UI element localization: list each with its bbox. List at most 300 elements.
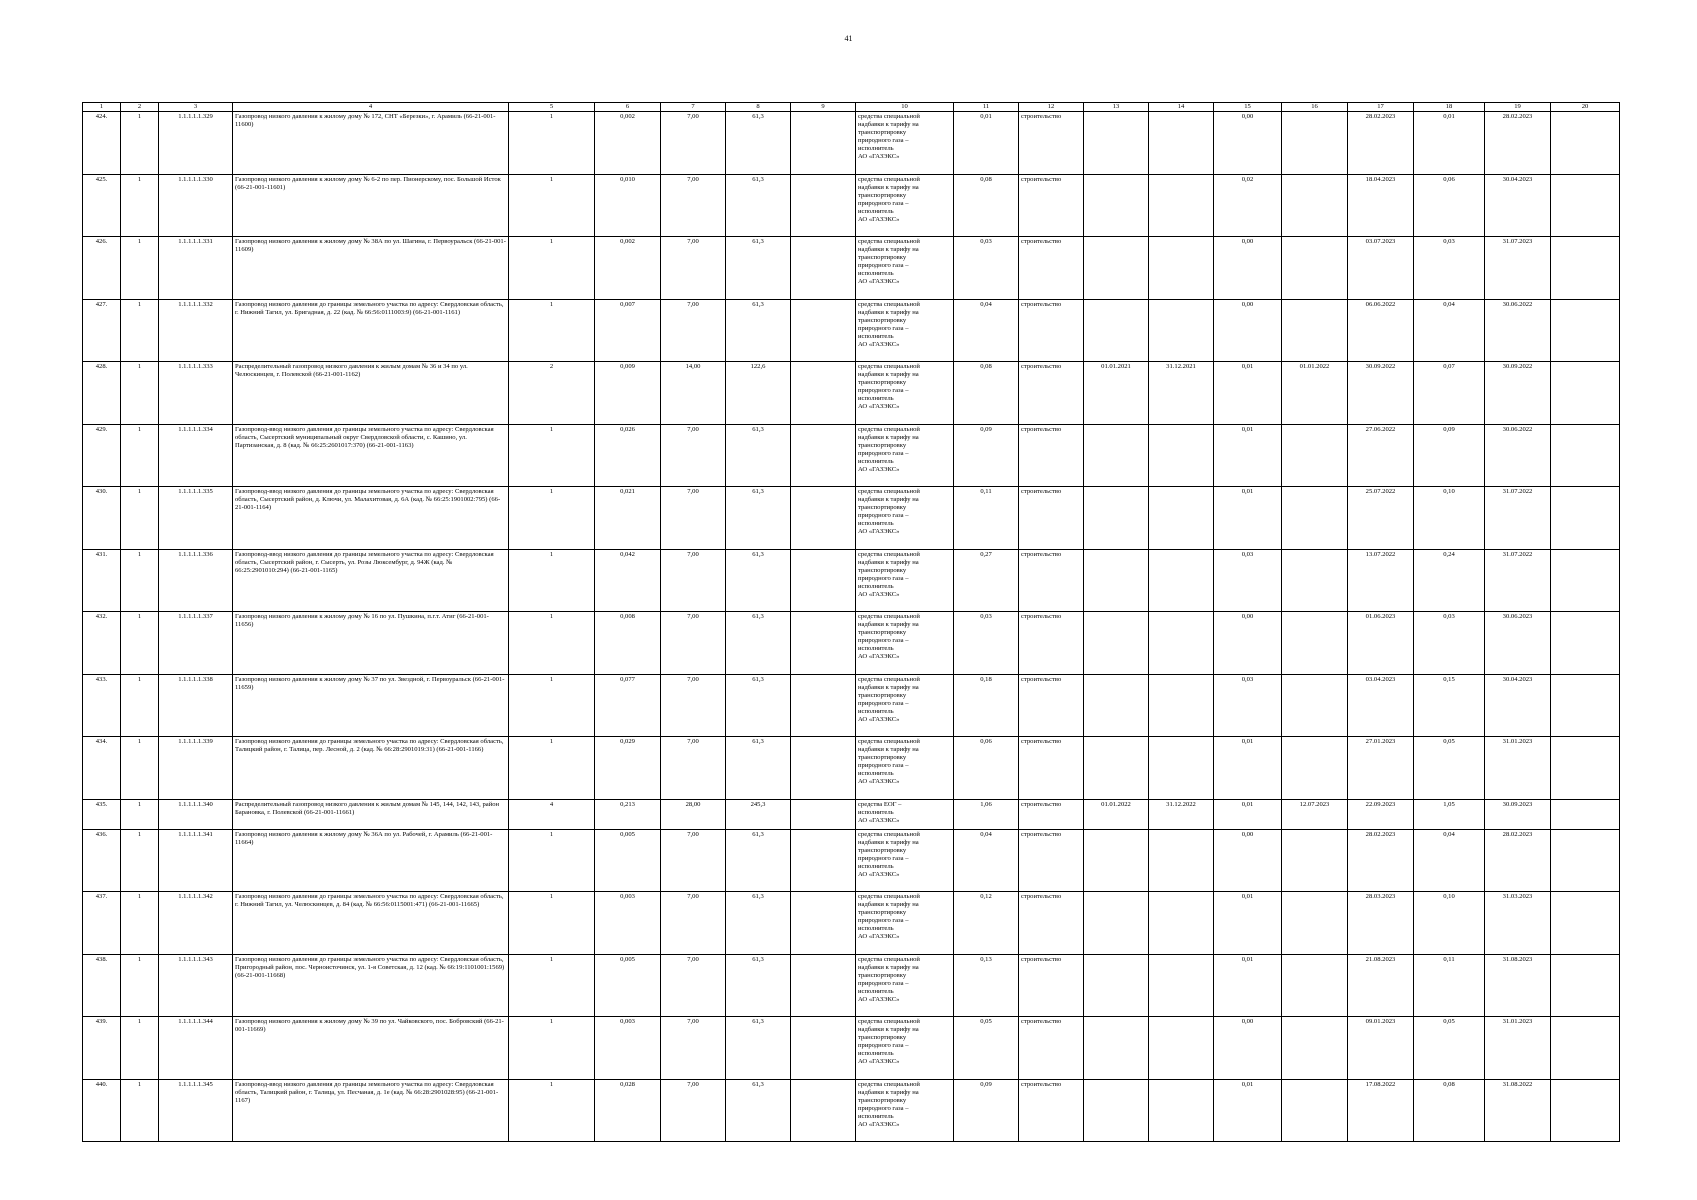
col-5-cell: 1 <box>509 1079 595 1142</box>
row-number-cell: 429. <box>83 424 121 487</box>
col-8-cell: 61,3 <box>726 424 791 487</box>
col-5-cell: 1 <box>509 892 595 955</box>
col-17-cell: 27.01.2023 <box>1348 737 1414 800</box>
project-code-cell: 1.1.1.1.1.340 <box>159 799 233 829</box>
col-15-cell: 0,02 <box>1214 174 1282 237</box>
col-9-cell <box>791 892 856 955</box>
col-16-cell <box>1282 674 1348 737</box>
project-code-cell: 1.1.1.1.1.337 <box>159 612 233 675</box>
col-17-cell: 28.03.2023 <box>1348 892 1414 955</box>
work-type-cell: строительство <box>1019 954 1084 1017</box>
col-8-cell: 61,3 <box>726 112 791 175</box>
column-header-7: 7 <box>661 103 726 112</box>
work-type-cell: строительство <box>1019 1017 1084 1080</box>
funding-source-cell: средства специальной надбавки к тарифу на транспортировку природного газа – исполнитель АО «ГАЗЭКС» <box>856 1017 954 1080</box>
col-18-cell: 0,03 <box>1414 612 1485 675</box>
col-11-cell: 0,04 <box>954 829 1019 892</box>
col-20-cell <box>1551 612 1620 675</box>
col-2-cell: 1 <box>121 892 159 955</box>
col-15-cell: 0,00 <box>1214 612 1282 675</box>
col-20-cell <box>1551 112 1620 175</box>
investment-program-table <box>82 102 1620 1142</box>
col-20-cell <box>1551 799 1620 829</box>
col-9-cell <box>791 1017 856 1080</box>
col-18-cell: 0,24 <box>1414 549 1485 612</box>
col-2-cell: 1 <box>121 829 159 892</box>
table-row <box>83 549 1620 612</box>
col-5-cell: 4 <box>509 799 595 829</box>
col-15-cell: 0,00 <box>1214 1017 1282 1080</box>
col-8-cell: 61,3 <box>726 954 791 1017</box>
col-5-cell: 2 <box>509 362 595 425</box>
row-number-cell: 425. <box>83 174 121 237</box>
project-code-cell: 1.1.1.1.1.335 <box>159 487 233 550</box>
col-11-cell: 0,01 <box>954 112 1019 175</box>
col-8-cell: 61,3 <box>726 299 791 362</box>
col-11-cell: 0,18 <box>954 674 1019 737</box>
work-type-cell: строительство <box>1019 612 1084 675</box>
funding-source-cell: средства специальной надбавки к тарифу на транспортировку природного газа – исполнитель АО «ГАЗЭКС» <box>856 612 954 675</box>
work-type-cell: строительство <box>1019 487 1084 550</box>
col-9-cell <box>791 112 856 175</box>
col-17-cell: 27.06.2022 <box>1348 424 1414 487</box>
col-18-cell: 0,15 <box>1414 674 1485 737</box>
col-16-cell: 12.07.2023 <box>1282 799 1348 829</box>
col-20-cell <box>1551 299 1620 362</box>
col-14-cell <box>1149 549 1214 612</box>
col-6-cell: 0,026 <box>595 424 661 487</box>
funding-source-cell: средства специальной надбавки к тарифу на транспортировку природного газа – исполнитель АО «ГАЗЭКС» <box>856 892 954 955</box>
row-number-cell: 439. <box>83 1017 121 1080</box>
col-19-cell: 31.07.2022 <box>1485 549 1551 612</box>
col-14-cell <box>1149 424 1214 487</box>
col-13-cell <box>1084 954 1149 1017</box>
project-description-cell: Газопровод-ввод низкого давления до границы земельного участка по адресу: Свердловская область, Сысертский район, г. Сысерть, ул. Розы Люксембург, д. 94Ж (кад. № 66:25:2901010:294) (66-21-001-1165) <box>233 549 509 612</box>
col-15-cell: 0,01 <box>1214 1079 1282 1142</box>
col-6-cell: 0,009 <box>595 362 661 425</box>
col-13-cell <box>1084 237 1149 300</box>
col-16-cell <box>1282 487 1348 550</box>
table-row <box>83 424 1620 487</box>
col-5-cell: 1 <box>509 737 595 800</box>
col-19-cell: 31.01.2023 <box>1485 737 1551 800</box>
row-number-cell: 427. <box>83 299 121 362</box>
col-9-cell <box>791 737 856 800</box>
project-code-cell: 1.1.1.1.1.334 <box>159 424 233 487</box>
col-7-cell: 7,00 <box>661 954 726 1017</box>
column-header-15: 15 <box>1214 103 1282 112</box>
col-18-cell: 0,04 <box>1414 299 1485 362</box>
table-row <box>83 237 1620 300</box>
col-14-cell <box>1149 829 1214 892</box>
col-19-cell: 31.03.2023 <box>1485 892 1551 955</box>
table-body <box>83 112 1620 1142</box>
column-header-16: 16 <box>1282 103 1348 112</box>
col-6-cell: 0,003 <box>595 892 661 955</box>
col-15-cell: 0,01 <box>1214 954 1282 1017</box>
column-header-6: 6 <box>595 103 661 112</box>
col-17-cell: 28.02.2023 <box>1348 829 1414 892</box>
col-20-cell <box>1551 424 1620 487</box>
col-8-cell: 61,3 <box>726 737 791 800</box>
project-description-cell: Распределительный газопровод низкого давления к жилым домам № 145, 144, 142, 143, район Барановка, г. Полевской (66-21-001-11661) <box>233 799 509 829</box>
col-19-cell: 31.08.2022 <box>1485 1079 1551 1142</box>
column-header-9: 9 <box>791 103 856 112</box>
project-code-cell: 1.1.1.1.1.345 <box>159 1079 233 1142</box>
col-17-cell: 21.08.2023 <box>1348 954 1414 1017</box>
table-row <box>83 737 1620 800</box>
column-header-11: 11 <box>954 103 1019 112</box>
col-16-cell <box>1282 954 1348 1017</box>
col-7-cell: 7,00 <box>661 112 726 175</box>
col-19-cell: 30.09.2022 <box>1485 362 1551 425</box>
funding-source-cell: средства специальной надбавки к тарифу на транспортировку природного газа – исполнитель АО «ГАЗЭКС» <box>856 174 954 237</box>
funding-source-cell: средства специальной надбавки к тарифу на транспортировку природного газа – исполнитель АО «ГАЗЭКС» <box>856 424 954 487</box>
project-code-cell: 1.1.1.1.1.339 <box>159 737 233 800</box>
col-18-cell: 0,03 <box>1414 237 1485 300</box>
col-15-cell: 0,00 <box>1214 299 1282 362</box>
col-2-cell: 1 <box>121 487 159 550</box>
col-18-cell: 0,08 <box>1414 1079 1485 1142</box>
funding-source-cell: средства специальной надбавки к тарифу на транспортировку природного газа – исполнитель АО «ГАЗЭКС» <box>856 954 954 1017</box>
project-code-cell: 1.1.1.1.1.331 <box>159 237 233 300</box>
col-17-cell: 30.09.2022 <box>1348 362 1414 425</box>
col-11-cell: 0,09 <box>954 424 1019 487</box>
project-description-cell: Газопровод низкого давления к жилому дому № 38А по ул. Шагина, г. Первоуральск (66-21-001-11609) <box>233 237 509 300</box>
project-description-cell: Газопровод низкого давления к жилому дому № 39 по ул. Чайковского, пос. Бобровский (66-21-001-11669) <box>233 1017 509 1080</box>
col-8-cell: 61,3 <box>726 612 791 675</box>
col-15-cell: 0,00 <box>1214 112 1282 175</box>
col-9-cell <box>791 299 856 362</box>
col-15-cell: 0,00 <box>1214 829 1282 892</box>
col-18-cell: 1,05 <box>1414 799 1485 829</box>
col-13-cell <box>1084 829 1149 892</box>
col-9-cell <box>791 549 856 612</box>
col-7-cell: 7,00 <box>661 299 726 362</box>
work-type-cell: строительство <box>1019 424 1084 487</box>
col-17-cell: 25.07.2022 <box>1348 487 1414 550</box>
table-row <box>83 1079 1620 1142</box>
col-16-cell <box>1282 892 1348 955</box>
work-type-cell: строительство <box>1019 237 1084 300</box>
col-16-cell: 01.01.2022 <box>1282 362 1348 425</box>
funding-source-cell: средства ЕОГ – исполнитель АО «ГАЗЭКС» <box>856 799 954 829</box>
col-17-cell: 03.04.2023 <box>1348 674 1414 737</box>
work-type-cell: строительство <box>1019 737 1084 800</box>
col-6-cell: 0,007 <box>595 299 661 362</box>
project-description-cell: Газопровод низкого давления к жилому дому № 172, СНТ «Березки», г. Арамиль (66-21-001-11600) <box>233 112 509 175</box>
col-5-cell: 1 <box>509 1017 595 1080</box>
col-13-cell: 01.01.2022 <box>1084 799 1149 829</box>
col-11-cell: 0,12 <box>954 892 1019 955</box>
col-7-cell: 7,00 <box>661 237 726 300</box>
column-header-19: 19 <box>1485 103 1551 112</box>
col-5-cell: 1 <box>509 829 595 892</box>
project-code-cell: 1.1.1.1.1.343 <box>159 954 233 1017</box>
col-9-cell <box>791 674 856 737</box>
col-19-cell: 30.06.2022 <box>1485 424 1551 487</box>
col-18-cell: 0,04 <box>1414 829 1485 892</box>
col-11-cell: 0,08 <box>954 174 1019 237</box>
column-header-1: 1 <box>83 103 121 112</box>
col-5-cell: 1 <box>509 674 595 737</box>
col-5-cell: 1 <box>509 112 595 175</box>
project-code-cell: 1.1.1.1.1.333 <box>159 362 233 425</box>
project-description-cell: Газопровод низкого давления до границы земельного участка по адресу: Свердловская область, Талицкий район, г. Талица, пер. Лесной, д. 2 (кад. № 66:28:2901019:31) (66-21-001-1166) <box>233 737 509 800</box>
col-17-cell: 18.04.2023 <box>1348 174 1414 237</box>
col-8-cell: 122,6 <box>726 362 791 425</box>
funding-source-cell: средства специальной надбавки к тарифу на транспортировку природного газа – исполнитель АО «ГАЗЭКС» <box>856 549 954 612</box>
col-6-cell: 0,005 <box>595 829 661 892</box>
col-5-cell: 1 <box>509 237 595 300</box>
col-11-cell: 0,06 <box>954 737 1019 800</box>
column-header-2: 2 <box>121 103 159 112</box>
col-13-cell <box>1084 674 1149 737</box>
col-14-cell <box>1149 954 1214 1017</box>
funding-source-cell: средства специальной надбавки к тарифу на транспортировку природного газа – исполнитель АО «ГАЗЭКС» <box>856 487 954 550</box>
col-20-cell <box>1551 174 1620 237</box>
col-17-cell: 09.01.2023 <box>1348 1017 1414 1080</box>
col-7-cell: 7,00 <box>661 424 726 487</box>
project-description-cell: Газопровод низкого давления до границы земельного участка по адресу: Свердловская область, Пригородный район, пос. Черноисточинск, ул. 1-я Советская, д. 12 (кад. № 66:19:1101001:1569) (66-21-001-11668) <box>233 954 509 1017</box>
column-header-17: 17 <box>1348 103 1414 112</box>
col-2-cell: 1 <box>121 112 159 175</box>
row-number-cell: 438. <box>83 954 121 1017</box>
col-6-cell: 0,010 <box>595 174 661 237</box>
col-15-cell: 0,01 <box>1214 424 1282 487</box>
col-6-cell: 0,042 <box>595 549 661 612</box>
col-18-cell: 0,05 <box>1414 1017 1485 1080</box>
work-type-cell: строительство <box>1019 892 1084 955</box>
col-5-cell: 1 <box>509 954 595 1017</box>
col-17-cell: 03.07.2023 <box>1348 237 1414 300</box>
col-20-cell <box>1551 674 1620 737</box>
col-7-cell: 7,00 <box>661 174 726 237</box>
col-19-cell: 28.02.2023 <box>1485 829 1551 892</box>
col-2-cell: 1 <box>121 424 159 487</box>
table-row <box>83 1017 1620 1080</box>
work-type-cell: строительство <box>1019 362 1084 425</box>
col-7-cell: 7,00 <box>661 1017 726 1080</box>
col-11-cell: 0,03 <box>954 612 1019 675</box>
col-16-cell <box>1282 299 1348 362</box>
col-16-cell <box>1282 237 1348 300</box>
col-2-cell: 1 <box>121 954 159 1017</box>
col-20-cell <box>1551 1079 1620 1142</box>
col-16-cell <box>1282 112 1348 175</box>
table-row <box>83 487 1620 550</box>
col-17-cell: 22.09.2023 <box>1348 799 1414 829</box>
col-18-cell: 0,10 <box>1414 487 1485 550</box>
col-11-cell: 0,11 <box>954 487 1019 550</box>
work-type-cell: строительство <box>1019 174 1084 237</box>
col-16-cell <box>1282 829 1348 892</box>
funding-source-cell: средства специальной надбавки к тарифу на транспортировку природного газа – исполнитель АО «ГАЗЭКС» <box>856 362 954 425</box>
col-15-cell: 0,03 <box>1214 549 1282 612</box>
col-2-cell: 1 <box>121 237 159 300</box>
table-row <box>83 612 1620 675</box>
col-13-cell <box>1084 299 1149 362</box>
row-number-cell: 426. <box>83 237 121 300</box>
project-description-cell: Газопровод низкого давления до границы земельного участка по адресу: Свердловская область, г. Нижний Тагил, ул. Бригадная, д. 22 (кад. № 66:56:0111003:9) (66-21-001-1161) <box>233 299 509 362</box>
col-14-cell <box>1149 299 1214 362</box>
col-17-cell: 13.07.2022 <box>1348 549 1414 612</box>
col-14-cell <box>1149 487 1214 550</box>
column-header-8: 8 <box>726 103 791 112</box>
col-19-cell: 31.07.2023 <box>1485 237 1551 300</box>
col-6-cell: 0,213 <box>595 799 661 829</box>
col-17-cell: 06.06.2022 <box>1348 299 1414 362</box>
col-11-cell: 0,09 <box>954 1079 1019 1142</box>
col-11-cell: 1,06 <box>954 799 1019 829</box>
col-9-cell <box>791 954 856 1017</box>
col-2-cell: 1 <box>121 1079 159 1142</box>
col-2-cell: 1 <box>121 737 159 800</box>
table-row <box>83 299 1620 362</box>
col-20-cell <box>1551 1017 1620 1080</box>
col-2-cell: 1 <box>121 362 159 425</box>
col-6-cell: 0,029 <box>595 737 661 800</box>
col-18-cell: 0,05 <box>1414 737 1485 800</box>
work-type-cell: строительство <box>1019 299 1084 362</box>
col-2-cell: 1 <box>121 799 159 829</box>
col-16-cell <box>1282 1017 1348 1080</box>
col-19-cell: 31.01.2023 <box>1485 1017 1551 1080</box>
table-row <box>83 174 1620 237</box>
col-14-cell <box>1149 892 1214 955</box>
col-13-cell <box>1084 424 1149 487</box>
table-row <box>83 674 1620 737</box>
col-9-cell <box>791 612 856 675</box>
col-8-cell: 61,3 <box>726 174 791 237</box>
col-19-cell: 30.09.2023 <box>1485 799 1551 829</box>
row-number-cell: 437. <box>83 892 121 955</box>
funding-source-cell: средства специальной надбавки к тарифу на транспортировку природного газа – исполнитель АО «ГАЗЭКС» <box>856 299 954 362</box>
col-13-cell <box>1084 1079 1149 1142</box>
col-19-cell: 31.07.2022 <box>1485 487 1551 550</box>
col-2-cell: 1 <box>121 612 159 675</box>
col-17-cell: 01.06.2023 <box>1348 612 1414 675</box>
column-header-13: 13 <box>1084 103 1149 112</box>
funding-source-cell: средства специальной надбавки к тарифу на транспортировку природного газа – исполнитель АО «ГАЗЭКС» <box>856 112 954 175</box>
col-8-cell: 61,3 <box>726 237 791 300</box>
col-13-cell <box>1084 892 1149 955</box>
col-13-cell <box>1084 112 1149 175</box>
col-16-cell <box>1282 424 1348 487</box>
col-11-cell: 0,05 <box>954 1017 1019 1080</box>
row-number-cell: 440. <box>83 1079 121 1142</box>
col-8-cell: 61,3 <box>726 829 791 892</box>
col-18-cell: 0,09 <box>1414 424 1485 487</box>
col-17-cell: 17.08.2022 <box>1348 1079 1414 1142</box>
column-header-18: 18 <box>1414 103 1485 112</box>
col-6-cell: 0,003 <box>595 1017 661 1080</box>
project-code-cell: 1.1.1.1.1.344 <box>159 1017 233 1080</box>
table-row <box>83 799 1620 829</box>
col-15-cell: 0,01 <box>1214 362 1282 425</box>
col-8-cell: 61,3 <box>726 674 791 737</box>
col-6-cell: 0,002 <box>595 237 661 300</box>
col-14-cell: 31.12.2021 <box>1149 362 1214 425</box>
col-6-cell: 0,077 <box>595 674 661 737</box>
col-9-cell <box>791 1079 856 1142</box>
col-9-cell <box>791 799 856 829</box>
project-description-cell: Газопровод низкого давления к жилому дому № 36А по ул. Рабочей, г. Арамиль (66-21-001-11664) <box>233 829 509 892</box>
col-16-cell <box>1282 737 1348 800</box>
col-2-cell: 1 <box>121 174 159 237</box>
col-7-cell: 7,00 <box>661 892 726 955</box>
table-row <box>83 362 1620 425</box>
col-13-cell <box>1084 174 1149 237</box>
col-16-cell <box>1282 174 1348 237</box>
project-code-cell: 1.1.1.1.1.332 <box>159 299 233 362</box>
col-18-cell: 0,01 <box>1414 112 1485 175</box>
col-14-cell: 31.12.2022 <box>1149 799 1214 829</box>
project-description-cell: Газопровод низкого давления к жилому дому № 16 по ул. Пушкина, п.г.т. Атиг (66-21-001-11656) <box>233 612 509 675</box>
funding-source-cell: средства специальной надбавки к тарифу на транспортировку природного газа – исполнитель АО «ГАЗЭКС» <box>856 829 954 892</box>
work-type-cell: строительство <box>1019 1079 1084 1142</box>
col-6-cell: 0,005 <box>595 954 661 1017</box>
table-row <box>83 829 1620 892</box>
col-2-cell: 1 <box>121 1017 159 1080</box>
column-header-3: 3 <box>159 103 233 112</box>
project-description-cell: Газопровод-ввод низкого давления до границы земельного участка по адресу: Свердловская область, Талицкий район, г. Талица, ул. Песчаная, д. 1е (кад. № 66:28:2901028:95) (66-21-001-1167) <box>233 1079 509 1142</box>
col-8-cell: 61,3 <box>726 1079 791 1142</box>
col-7-cell: 7,00 <box>661 612 726 675</box>
work-type-cell: строительство <box>1019 549 1084 612</box>
col-7-cell: 14,00 <box>661 362 726 425</box>
col-13-cell <box>1084 487 1149 550</box>
col-19-cell: 30.04.2023 <box>1485 174 1551 237</box>
col-13-cell <box>1084 1017 1149 1080</box>
col-16-cell <box>1282 549 1348 612</box>
col-9-cell <box>791 424 856 487</box>
col-13-cell <box>1084 737 1149 800</box>
project-code-cell: 1.1.1.1.1.336 <box>159 549 233 612</box>
project-code-cell: 1.1.1.1.1.341 <box>159 829 233 892</box>
col-20-cell <box>1551 362 1620 425</box>
col-8-cell: 61,3 <box>726 487 791 550</box>
row-number-cell: 433. <box>83 674 121 737</box>
col-15-cell: 0,01 <box>1214 799 1282 829</box>
col-11-cell: 0,13 <box>954 954 1019 1017</box>
col-15-cell: 0,01 <box>1214 737 1282 800</box>
col-14-cell <box>1149 1079 1214 1142</box>
funding-source-cell: средства специальной надбавки к тарифу на транспортировку природного газа – исполнитель АО «ГАЗЭКС» <box>856 237 954 300</box>
col-13-cell: 01.01.2021 <box>1084 362 1149 425</box>
col-7-cell: 7,00 <box>661 1079 726 1142</box>
project-code-cell: 1.1.1.1.1.338 <box>159 674 233 737</box>
column-header-12: 12 <box>1019 103 1084 112</box>
col-8-cell: 61,3 <box>726 549 791 612</box>
funding-source-cell: средства специальной надбавки к тарифу на транспортировку природного газа – исполнитель АО «ГАЗЭКС» <box>856 737 954 800</box>
col-7-cell: 7,00 <box>661 674 726 737</box>
row-number-cell: 428. <box>83 362 121 425</box>
col-17-cell: 28.02.2023 <box>1348 112 1414 175</box>
col-8-cell: 61,3 <box>726 892 791 955</box>
funding-source-cell: средства специальной надбавки к тарифу на транспортировку природного газа – исполнитель АО «ГАЗЭКС» <box>856 674 954 737</box>
col-11-cell: 0,04 <box>954 299 1019 362</box>
col-5-cell: 1 <box>509 487 595 550</box>
work-type-cell: строительство <box>1019 112 1084 175</box>
row-number-cell: 435. <box>83 799 121 829</box>
col-19-cell: 30.04.2023 <box>1485 674 1551 737</box>
col-7-cell: 28,00 <box>661 799 726 829</box>
row-number-cell: 434. <box>83 737 121 800</box>
col-20-cell <box>1551 237 1620 300</box>
col-13-cell <box>1084 549 1149 612</box>
col-9-cell <box>791 487 856 550</box>
